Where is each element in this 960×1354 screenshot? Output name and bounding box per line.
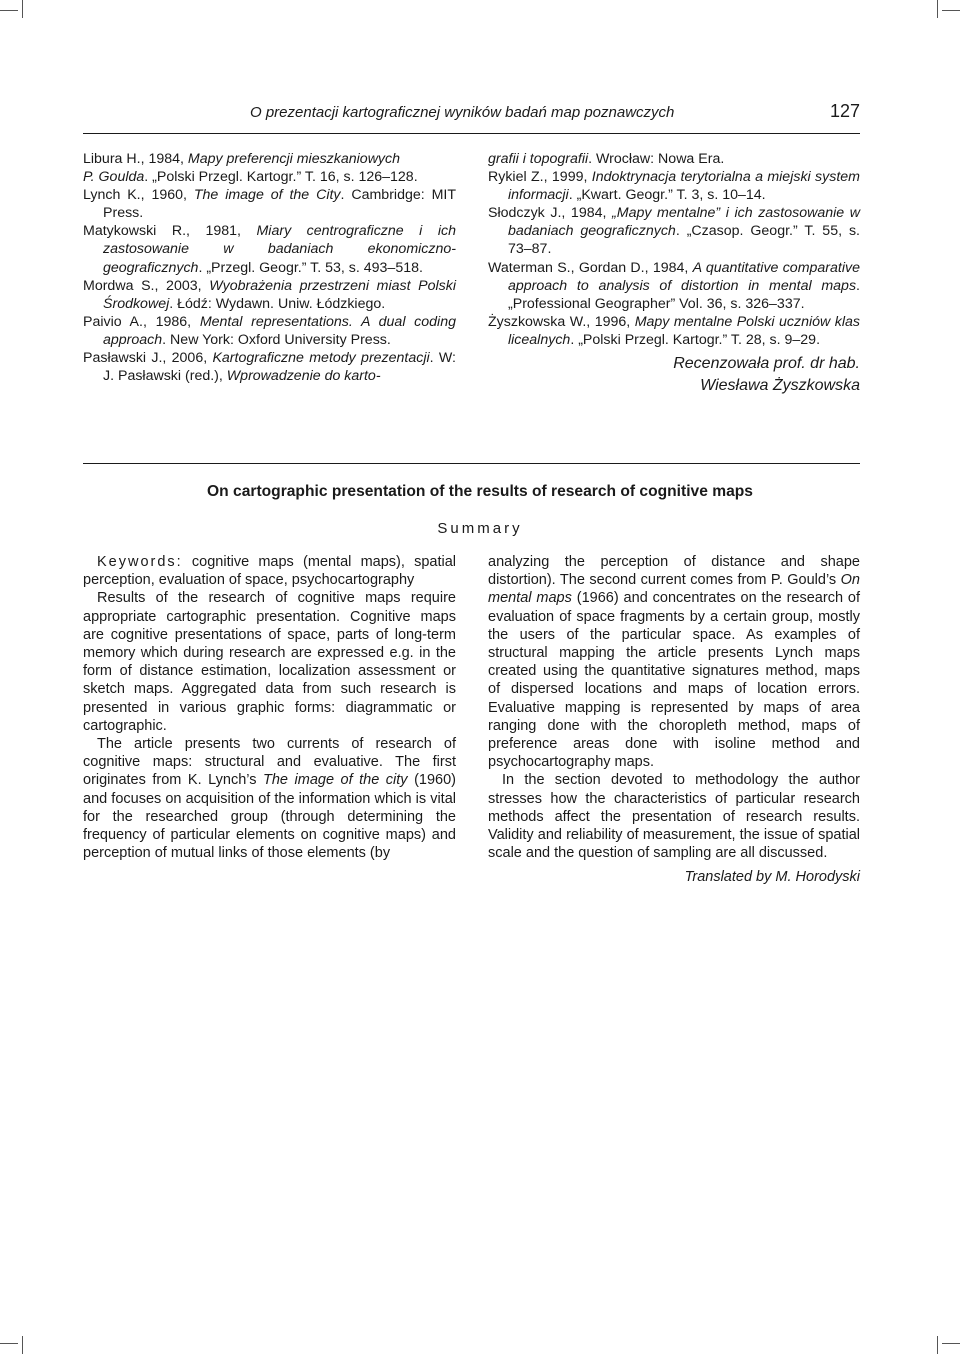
reference-entry bbox=[488, 204, 860, 258]
crop-mark bbox=[22, 0, 23, 18]
text-run: Słodczyk J., 1984, bbox=[488, 205, 613, 222]
summary-paragraph bbox=[83, 735, 456, 862]
reference-entry bbox=[488, 259, 860, 313]
italic-run: Miary centrograficzne i ich zastosowanie w badaniach ekonomiczno-geograficznych bbox=[103, 223, 456, 276]
text-run: The article presents two currents of research of cognitive maps: structural and evaluative. The first originates from K. Lynch’s bbox=[83, 736, 456, 789]
crop-mark bbox=[22, 1336, 23, 1354]
text-run: . „Przegl. Geogr.” T. 53, s. 493–518. bbox=[198, 259, 423, 276]
italic-run: Mapy preferencji mieszkaniowych bbox=[187, 151, 401, 167]
reference-entry bbox=[488, 150, 860, 168]
italic-run: Wprowadzenie do karto- bbox=[226, 368, 381, 385]
italic-run: Wyobrażenia przestrzeni miast Polski Środkowej bbox=[103, 277, 457, 312]
summary-paragraph bbox=[83, 589, 456, 735]
reviewer-line: Recenzowała prof. dr hab. bbox=[673, 355, 860, 373]
reference-entry bbox=[83, 277, 456, 313]
text-run: . „Polski Przegl. Kartogr.” T. 16, s. 126–128. bbox=[144, 169, 418, 186]
italic-run: Indoktrynacja terytorialna a miejski system informacji bbox=[508, 169, 860, 204]
summary-paragraph bbox=[488, 771, 860, 862]
text-run: Paivio A., 1986, bbox=[83, 313, 200, 330]
reference-entry bbox=[488, 168, 860, 204]
text-run: . Cambridge: MIT Press. bbox=[103, 187, 457, 222]
summary-paragraph bbox=[83, 553, 456, 589]
crop-mark bbox=[942, 1343, 960, 1344]
reference-entry bbox=[83, 150, 456, 168]
text-run: . W: J. Pasławski (red.), bbox=[103, 350, 456, 385]
reference-entry bbox=[488, 313, 860, 349]
text-run: Pasławski J., 2006, bbox=[83, 350, 213, 367]
summary-title: On cartographic presentation of the results of research of cognitive maps bbox=[207, 483, 753, 500]
text-run: Libura H., 1984, bbox=[83, 151, 188, 167]
reference-entry bbox=[83, 186, 456, 222]
italic-run: On mental maps bbox=[488, 572, 860, 607]
crop-mark bbox=[0, 1343, 18, 1344]
text-run: Mordwa S., 2003, bbox=[83, 277, 210, 294]
italic-run: Kartograficzne metody prezentacji bbox=[212, 350, 430, 367]
crop-mark bbox=[0, 10, 18, 11]
text-run: . Łódź: Wydawn. Uniw. Łódzkiego. bbox=[169, 295, 386, 312]
summary-label: Summary bbox=[437, 520, 523, 537]
crop-mark bbox=[937, 0, 938, 18]
text-run: (1960) and focuses on acquisition of the information which is vital for the researched group (through determining the frequency of particular elements on cognitive maps) and perception of mutual links of those elements (by bbox=[83, 772, 456, 862]
text-run: Results of the research of cognitive maps require appropriate cartographic presentation. Cognitive maps are cognitive presentations of space, parts of long-term memory which during research are expressed e.g. in the form of distance estimation, localization assessment or sketch maps. Aggregated data from such research is presented in various graphic forms: diagrammatic or cartographic. bbox=[83, 590, 456, 734]
text-run: Matykowski R., 1981, bbox=[83, 223, 257, 240]
translated-by: Translated by M. Horodyski bbox=[684, 869, 860, 886]
crop-mark bbox=[937, 1336, 938, 1354]
italic-run: The image of the City bbox=[193, 187, 341, 204]
italic-run: The image of the city bbox=[263, 772, 408, 789]
crop-mark bbox=[942, 10, 960, 11]
text-run: Waterman S., Gordan D., 1984, bbox=[488, 259, 693, 276]
summary-paragraph bbox=[488, 553, 860, 771]
text-run: . New York: Oxford University Press. bbox=[162, 331, 391, 348]
summary-left-column bbox=[83, 553, 456, 862]
text-run: . „Professional Geographer” Vol. 36, s. 326–337. bbox=[508, 277, 860, 312]
text-run: analyzing the perception of distance and shape distortion). The second current comes from P. Gould’s bbox=[488, 554, 860, 589]
italic-run: A quantitative comparative approach to analysis of distortion in mental maps bbox=[508, 259, 860, 294]
reference-entry bbox=[83, 313, 456, 349]
reviewer-name: Wiesława Żyszkowska bbox=[700, 377, 860, 395]
page-number: 127 bbox=[829, 101, 860, 121]
text-run: In the section devoted to methodology the author stresses how the characteristics of particular research methods affect the presentation of research results. Validity and reliability of measurement, the issue of spatial scale and the question of sampling are all discussed. bbox=[488, 772, 860, 862]
references-right-column bbox=[488, 150, 860, 397]
italic-run: P. Goulda bbox=[83, 169, 145, 186]
italic-run: Mental representations. A dual coding approach bbox=[103, 313, 456, 348]
text-run: (1966) and concentrates on the research of evaluation of space fragments by a certain group, mostly the users of the particular space. As examples of structural mapping the article presents Lynch maps created using the quantitative signatures method, maps of dispersed locations and maps of location errors. Evaluative mapping is represented by maps of area ranging done with the choropleth method, maps of preference areas done with isoline method and psychocartography maps. bbox=[488, 590, 860, 771]
text-run: . „Polski Przegl. Kartogr.” T. 28, s. 9–29. bbox=[570, 331, 821, 348]
section-rule bbox=[83, 463, 860, 464]
text-run: Żyszkowska W., 1996, bbox=[488, 313, 635, 330]
text-run: Lynch K., 1960, bbox=[83, 187, 194, 204]
text-run: Rykiel Z., 1999, bbox=[488, 169, 592, 186]
summary-right-column bbox=[488, 553, 860, 887]
text-run: . Wrocław: Nowa Era. bbox=[588, 151, 725, 167]
italic-run: grafii i topografii bbox=[488, 151, 589, 167]
italic-run: „Mapy mentalne” i ich zastosowanie w badaniach geograficznych bbox=[508, 205, 860, 240]
reference-entry bbox=[83, 222, 456, 276]
reference-entry bbox=[83, 349, 456, 385]
keywords-label: Keywords: bbox=[97, 554, 183, 570]
italic-run: Mapy mentalne Polski uczniów klas licealnych bbox=[508, 313, 861, 348]
reference-entry bbox=[83, 168, 456, 186]
text-run: . „Czasop. Geogr.” T. 55, s. 73–87. bbox=[508, 223, 860, 258]
running-title: O prezentacji kartograficznej wyników badań map poznawczych bbox=[250, 104, 675, 121]
text-run: . „Kwart. Geogr.” T. 3, s. 10–14. bbox=[568, 187, 766, 204]
header-rule bbox=[83, 133, 860, 134]
references-left-column bbox=[83, 150, 456, 385]
text-run: cognitive maps (mental maps), spatial perception, evaluation of space, psychocartography bbox=[83, 554, 456, 589]
